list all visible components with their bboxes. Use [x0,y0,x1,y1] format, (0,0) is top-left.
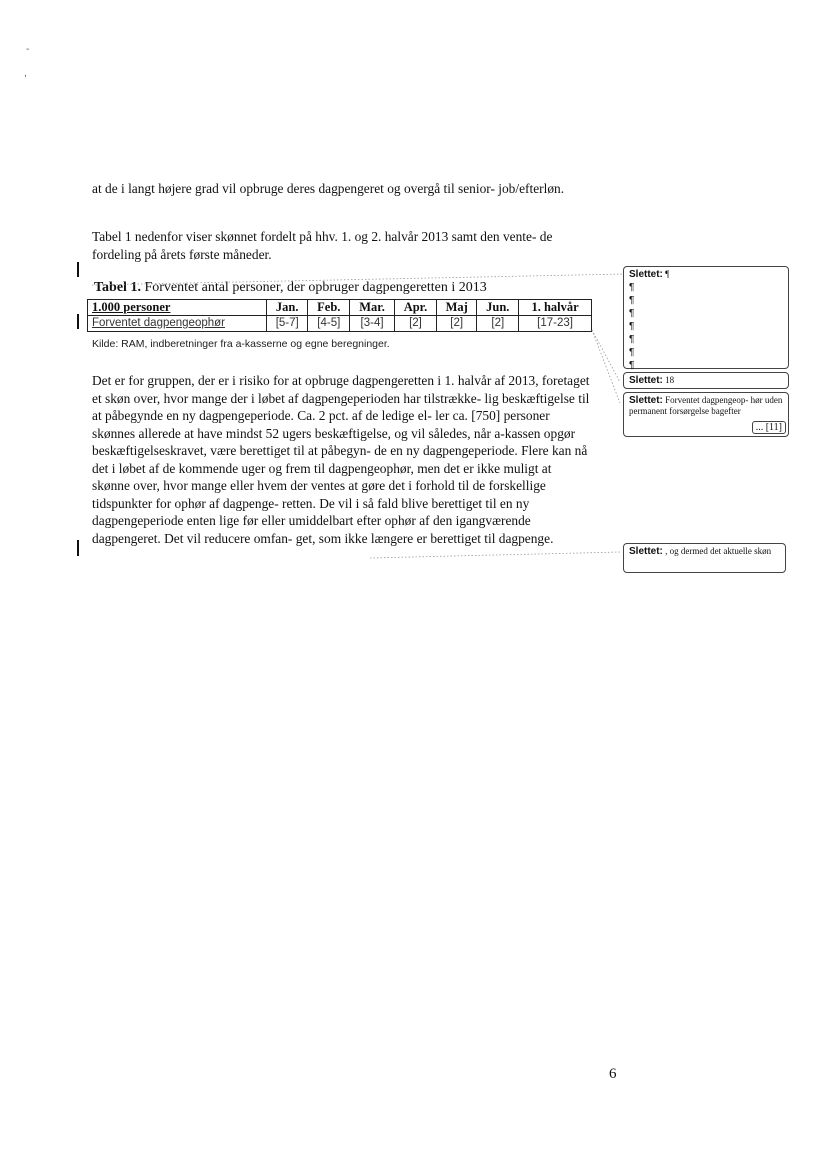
table-source: Kilde: RAM, indberetninger fra a-kasserne og egne beregninger. [92,338,390,350]
comment-balloon[interactable] [623,266,789,369]
table-cell: [2] [394,316,436,332]
comment-more-link[interactable]: ... [11] [752,421,786,434]
page-number: 6 [609,1066,617,1082]
header-cell: Maj [437,300,477,316]
table-caption-number: Tabel 1. [94,280,141,295]
table-cell: [2] [477,316,519,332]
table-cell: [5-7] [267,316,308,332]
scan-speck: - [26,44,30,55]
table-cell: [3-4] [350,316,395,332]
scan-speck: , [24,68,27,79]
comment-label: Slettet: [629,269,663,280]
comment-label: Slettet: [629,546,663,557]
table-cell: [2] [437,316,477,332]
table-cell: Forventet dagpengeophør [88,316,267,332]
header-cell: Jun. [477,300,519,316]
paragraph-main: Det er for gruppen, der er i risiko for at opbruge dagpengeretten i 1. halvår af 2013, foretaget et skøn over, hvor mange der i løbet af dagpengeperioden har tilstrække- lig beskæftigelse til at påbegynde en ny dagpengeperiode. Ca. 2 pct. af de ledige el- ler ca. [750] personer skønnes allerede at have mindst 52 ugers beskæftigelse, og vil således, når a-kassen opgør beskæftigelseskravet, være berettiget til at påbegyn- de en ny dagpengeperiode. Flere kan nå det i løbet af de kommende uger og frem til dagpengeophør, men det er ikke muligt at skønne over, hvor mange eller hvem der ventes at gøre det i forhold til de forskellige tidspunkter for ophør af dagpenge- retten. De vil i så fald blive berettiget til en ny dagpengeperiode enten lige før eller umiddelbart efter ophør af den igangværende dagpengeret. Det vil reducere omfan- get, som ikke længere er berettiget til dagpenge. [92,373,590,546]
comment-pilcrows: ¶ ¶ ¶ ¶ ¶ ¶ ¶ [629,282,635,371]
comment-balloon[interactable] [623,392,789,437]
header-cell: 1.000 personer [88,300,267,316]
header-cell: Mar. [350,300,395,316]
header-cell: Feb. [308,300,350,316]
header-cell: Jan. [267,300,308,316]
comment-text: ¶ [665,269,670,279]
paragraph-intro: at de i langt højere grad vil opbruge deres dagpengeret og overgå til senior- job/efterløn. [92,181,565,196]
comment-text: Forventet dagpengeop- hør uden permanent forsørgelse bagefter [629,395,783,416]
comment-label: Slettet: [629,375,663,386]
comment-balloon[interactable] [623,372,789,389]
table-cell: [4-5] [308,316,350,332]
comment-text: , og dermed det aktuelle skøn [665,546,772,556]
table-caption-title: Forventet antal personer, der opbruger dagpengeretten i 2013 [140,280,487,295]
header-cell: Apr. [394,300,436,316]
paragraph-table-intro: Tabel 1 nedenfor viser skønnet fordelt på hhv. 1. og 2. halvår 2013 samt den vente- de fordeling på årets første måneder. [92,229,553,262]
comment-label: Slettet: [629,395,663,406]
comment-text: 18 [665,375,675,385]
comment-balloon[interactable] [623,543,786,573]
table-cell: [17-23] [519,316,592,332]
header-cell: 1. halvår [519,300,592,316]
